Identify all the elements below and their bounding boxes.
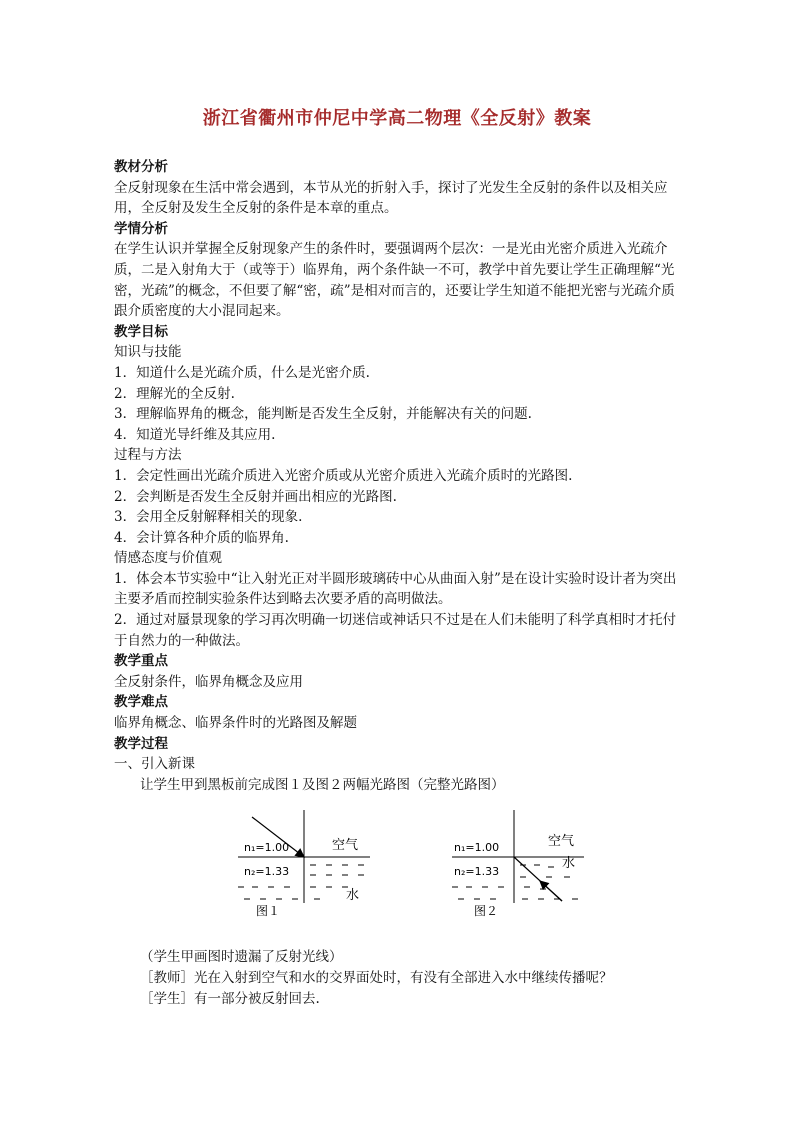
section-heading-difficulties: 教学难点 (114, 694, 168, 711)
section-heading-student-analysis: 学情分析 (114, 220, 168, 237)
process-item: 4．会计算各种介质的临界角. (114, 529, 289, 546)
n2-label: n₂=1.33 (244, 865, 290, 879)
part-one-heading: 一、引入新课 (114, 756, 195, 773)
figure-2-caption: 图２ (474, 904, 499, 918)
key-points-text: 全反射条件，临界角概念及应用 (114, 673, 303, 690)
light-path-figures (114, 805, 684, 943)
process-item: 1．会定性画出光疏介质进入光密介质或从光密介质进入光疏介质时的光路图. (114, 467, 573, 484)
document-body (114, 157, 684, 1009)
process-item: 2．会判断是否发生全反射并画出相应的光路图. (114, 488, 397, 505)
air-label: 空气 (332, 838, 359, 854)
attitude-item: 2．通过对蜃景现象的学习再次明确一切迷信或神话只不过是在人们未能明了科学真相时才托付于自然力的一种做法。 (114, 612, 677, 649)
dialog-line-student: ［学生］有一部分被反射回去. (140, 990, 320, 1007)
page-title: 浙江省衢州市仲尼中学高二物理《全反射》教案 (202, 108, 592, 129)
knowledge-item: 4．知道光导纤维及其应用. (114, 426, 276, 443)
water-label: 水 (346, 888, 360, 904)
knowledge-item: 3．理解临界角的概念，能判断是否发生全反射，并能解决有关的问题. (114, 406, 532, 423)
section-heading-material-analysis: 教材分析 (114, 159, 168, 175)
section-heading-key-points: 教学重点 (114, 653, 168, 670)
water-label: 水 (562, 856, 576, 872)
knowledge-item: 1．知道什么是光疏介质，什么是光密介质. (114, 364, 370, 381)
figure-2 (448, 805, 598, 924)
figure-1 (230, 805, 380, 924)
figure-1-caption: 图１ (256, 904, 281, 918)
subheading-process-method: 过程与方法 (114, 447, 182, 464)
knowledge-item: 2．理解光的全反射. (114, 385, 235, 402)
n2-label: n₂=1.33 (454, 865, 500, 879)
intro-instruction: 让学生甲到黑板前完成图１及图２两幅光路图（完整光路图） (140, 776, 505, 793)
section-heading-teaching-process: 教学过程 (114, 735, 168, 752)
student-analysis-text: 在学生认识并掌握全反射现象产生的条件时，要强调两个层次：一是光由光密介质进入光疏介质，二是入射角大于（或等于）临界角，两个条件缺一不可，教学中首先要让学生正确理解“光密，光疏”的概念，不但要了解“密，疏”是相对而言的，还要让学生知道不能把光密与光疏介质跟介质密度的大小混同起来。 (114, 241, 675, 320)
dialog-line-note: （学生甲画图时遗漏了反射光线） (140, 949, 343, 966)
process-item: 3．会用全反射解释相关的现象. (114, 509, 303, 526)
figure-1-diagram (230, 805, 380, 917)
section-heading-teaching-goals: 教学目标 (114, 323, 168, 340)
figure-2-diagram (448, 805, 598, 917)
material-analysis-text: 全反射现象在生活中常会遇到，本节从光的折射入手，探讨了光发生全反射的条件以及相关应用，全反射及发生全反射的条件是本章的重点。 (114, 179, 668, 217)
difficulties-text: 临界角概念、临界条件时的光路图及解题 (114, 715, 357, 732)
air-label: 空气 (548, 834, 575, 850)
dialog-line-teacher: ［教师］光在入射到空气和水的交界面处时，有没有全部进入水中继续传播呢？ (140, 970, 613, 986)
subheading-attitude-values: 情感态度与价值观 (114, 550, 222, 567)
n1-label: n₁=1.00 (244, 841, 290, 855)
attitude-item: 1．体会本节实验中“让入射光正对半圆形玻璃砖中心从曲面入射”是在设计实验时设计者为突出主要矛盾而控制实验条件达到略去次要矛盾的高明做法。 (114, 570, 677, 608)
incident-ray-arrow (540, 881, 562, 901)
subheading-knowledge-skills: 知识与技能 (114, 344, 182, 361)
n1-label: n₁=1.00 (454, 841, 500, 855)
